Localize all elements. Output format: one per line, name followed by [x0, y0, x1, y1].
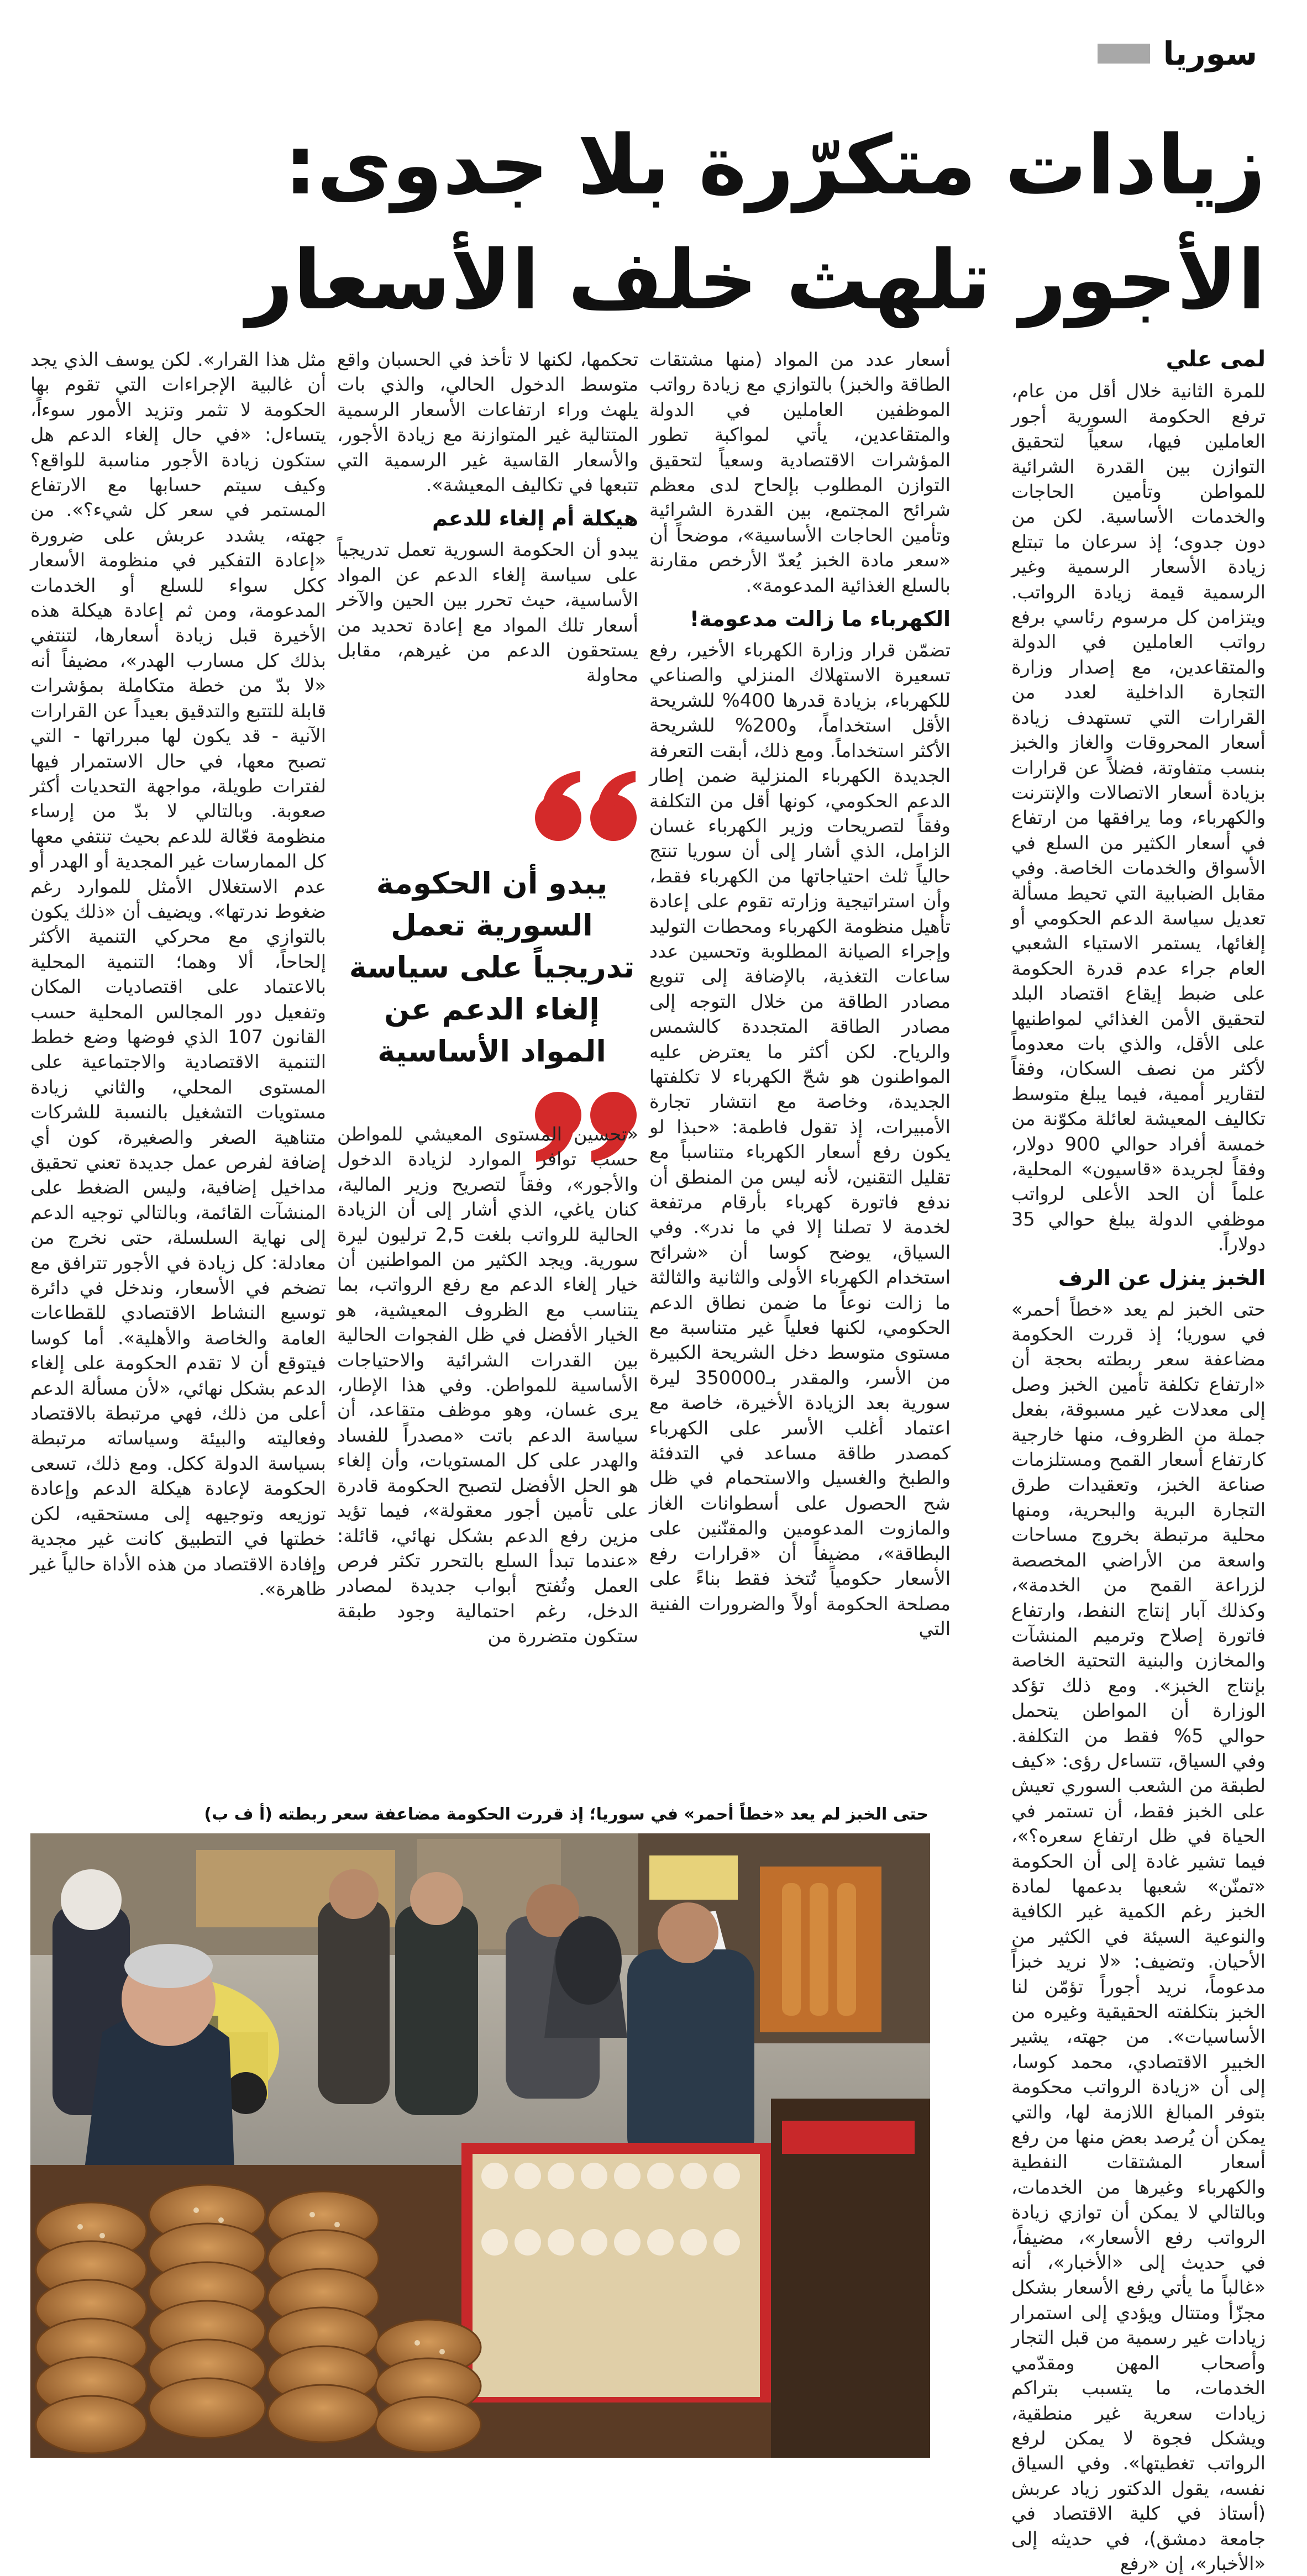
article-column-2	[649, 347, 951, 1784]
section-bar	[1098, 44, 1150, 64]
headline-line-2: الأجور تلهث خلف الأسعار	[246, 233, 1266, 328]
quote-mark-open-icon	[525, 765, 647, 848]
subhead-restructure: هيكلة أم إلغاء للدعم	[432, 506, 638, 531]
photo-caption: حتى الخبز لم يعد «خطاً أحمر» في سوريا؛ إذ قررت الحكومة مضاعفة سعر ربطته (أ ف ب)	[204, 1805, 928, 1824]
headline-line-1: زيادات متكرّرة بلا جدوى:	[284, 118, 1266, 213]
paragraph-bread: حتى الخبز لم يعد «خطاً أحمر» في سوريا؛ إذ قررت الحكومة مضاعفة سعر ربطته بحجة أن «ارتفاع تكلفة تأمين الخبز وصل إلى معدلات غير مسبوقة، بفعل جملة من الظروف، منها خارجية كارتفاع أسعار القمح ومستلزمات صناعة الخبز، وتعقيدات طرق التجارة البرية والبحرية، ومنها محلية مرتبطة بخروج مساحات واسعة من الأراضي المخصصة لزراعة القمح من الخدمة»، وكذلك آبار إنتاج النفط، وارتفاع فاتورة إصلاح وترميم المنشآت والمخازن والبنية التحتية الخاصة بإنتاج الخبز». ومع ذلك تؤكد الوزارة أن المواطن يتحمل حوالي 5% فقط من التكلفة. وفي السياق، تتساءل رؤى: «كيف لطبقة من الشعب السوري تعيش على الخبز فقط، أن تستمر في الحياة في ظل ارتفاع سعره؟»، فيما تشير غادة إلى أن الحكومة «تمنّن» شعبها بدعمها لمادة الخبز رغم الكمية غير الكافية والنوعية السيئة في الكثير من الأحيان. وتضيف: «لا نريد خبزاً مدعوماً، نريد أجوراً تؤمّن لنا الخبز بتكلفته الحقيقية وغيره من الأساسيات». من جهته، يشير الخبير الاقتصادي، محمد كوسا، إلى أن «زيادة الرواتب محكومة بتوفر المبالغ اللازمة لها، والتي يمكن أن يُرصد بعض منها من رفع أسعار المشتقات النفطية والكهرباء وغيرها من الخدمات، وبالتالي لا يمكن أن توازي زيادة الرواتب رفع الأسعار»، مضيفاً، في حديث إلى «الأخبار»، أنه «غالباً ما يأتي رفع الأسعار بشكل مجزّأ ومتتال ويؤدي إلى استمرار زيادات غير رسمية من قبل التجار وأصحاب المهن ومقدّمي الخدمات، ما يتسبب بتراكم زيادات سعرية غير منطقية، ويشكل فجوة لا يمكن لرفع الرواتب تغطيتها». وفي السياق نفسه، يقول الدكتور زياد عربش (أستاذ في كلية الاقتصاد في جامعة دمشق)، في حديثه إلى «الأخبار»، إن «رفع	[1011, 1298, 1266, 2574]
article-column-3-bottom	[337, 1122, 638, 1785]
paragraph-prices: أسعار عدد من المواد (منها مشتقات الطاقة والخبز) بالتوازي مع زيادة رواتب الموظفين العاملين في الدولة والمتقاعدين، يأتي لمواكبة تطور المؤشرات الاقتصادية وسعياً لتحقيق التوازن المطلوب بإلحاح لدى معظم شرائح المجتمع، بين القدرة الشرائية وتأمين الحاجات الأساسية»، موضحاً أن «سعر مادة الخبز يُعدّ الأرخص مقارنة بالسلع الغذائية المدعومة».	[649, 349, 951, 596]
article-column-4	[30, 347, 326, 1784]
paragraph-intro: للمرة الثانية خلال أقل من عام، ترفع الحكومة السورية أجور العاملين فيها، سعياً لتحقيق التوازن بين القدرة الشرائية للمواطن وتأمين الحاجات والخدمات الأساسية. لكن من دون جدوى؛ إذ سرعان ما تبتلع زيادة الأسعار الرسمية وغير الرسمية قيمة زيادة الرواتب. ويتزامن كل مرسوم رئاسي برفع رواتب العاملين في الدولة والمتقاعدين، مع إصدار وزارة التجارة الداخلية لعدد من القرارات التي تستهدف زيادة أسعار المحروقات والغاز والخبز بنسب متفاوتة، فضلاً عن قرارات بزيادة أسعار الاتصالات والإنترنت والكهرباء، وما يرافقها من ارتفاع في أسعار الكثير من السلع في الأسواق والخدمات الخاصة. وفي مقابل الضبابية التي تحيط مسألة تعديل سياسة الدعم الحكومي أو إلغائها، يستمر الاستياء الشعبي العام جراء عدم قدرة الحكومة على ضبط إيقاع اقتصاد البلد لتحقيق الأمن الغذائي لمواطنيها على الأقل، والذي بات معدوماً لأكثر من نصف السكان، وفقاً لتقارير أممية، فيما يبلغ متوسط تكاليف المعيشة لعائلة مكوّنة من خمسة أفراد حوالي 900 دولار، وفقاً لجريدة «قاسيون» المحلية، علماً أن الحد الأعلى لرواتب موظفي الدولة يبلغ حوالي 35 دولاراً.	[1011, 380, 1266, 1255]
paragraph-electricity: تضمّن قرار وزارة الكهرباء الأخير، رفع تسعيرة الاستهلاك المنزلي والصناعي للكهرباء، بزيادة قدرها 400% للشريحة الأقل استخداماً، و200% للشريحة الأكثر استخداماً. ومع ذلك، أبقت التعرفة الجديدة الكهرباء المنزلية ضمن إطار الدعم الحكومي، كونها أقل من التكلفة وفقاً لتصريحات وزير الكهرباء غسان الزامل، الذي أشار إلى أن سوريا تنتج حالياً ثلث احتياجاتها من الكهرباء فقط، وأن استراتيجية وزارته تقوم على إعادة تأهيل منظومة الكهرباء ومحطات التوليد وإجراء الصيانة المطلوبة وتحسين عدد ساعات التغذية، بالإضافة إلى تنويع مصادر الطاقة من خلال التوجه إلى مصادر الطاقة المتجددة كالشمس والرياح. لكن أكثر ما يعترض عليه المواطنون هو شحّ الكهرباء لا تكلفتها الجديدة، وخاصة مع انتشار تجارة الأمبيرات، إذ تقول فاطمة: «حبذا لو يكون رفع أسعار الكهرباء متناسباً مع تقليل التقنين، لأنه ليس من المنطق أن ندفع فاتورة كهرباء بأرقام مرتفعة لخدمة لا تصلنا إلا في ما ندر». وفي السياق، يوضح كوسا أن «شرائح استخدام الكهرباء الأولى والثانية والثالثة ما زالت نوعاً ما ضمن نطاق الدعم الحكومي، لكنها فعلياً غير متناسبة مع مستوى متوسط دخل الشريحة الكبيرة من الأسر، والمقدر بـ350000 ليرة سورية بعد الزيادة الأخيرة، خاصة مع اعتماد أغلب الأسر على الكهرباء كمصدر طاقة مساعد في التدفئة والطبخ والغسيل والاستحمام في ظل شح الحصول على أسطوانات الغاز والمازوت المدعومين والمقنّنين على البطاقة»، مضيفاً أن «قرارات رفع الأسعار حكومياً تُتخذ فقط بناءً على مصلحة الحكومة أولاً والضرورات الفنية التي	[649, 639, 951, 1639]
article-column-3-top	[337, 347, 638, 728]
subhead-electricity: الكهرباء ما زالت مدعومة!	[689, 607, 951, 632]
paragraph-salaries: «تحسين المستوى المعيشي للمواطن حسب توافر الموارد لزيادة الدخول والأجور»، وفقاً لتصريح وزير المالية، كنان ياغي، الذي أشار إلى أن الزيادة الحالية للرواتب بلغت 2,5 ترليون ليرة سورية. ويجد الكثير من المواطنين أن خيار إلغاء الدعم مع رفع الرواتب، بما يتناسب مع الظروف المعيشية، هو الخيار الأفضل في ظل الفجوات الحالية بين القدرات الشرائية والاحتياجات الأساسية للمواطن. وفي هذا الإطار، يرى غسان، وهو موظف متقاعد، أن سياسة الدعم باتت «مصدراً للفساد والهدر على كل المستويات، وأن إلغاء هو الحل الأفضل لتصبح الحكومة قادرة على تأمين أجور معقولة»، فيما تؤيد مزين رفع الدعم بشكل نهائي، قائلة: «عندما تبدأ السلع بالتحرر تكثر فرص العمل وتُفتح أبواب جديدة لمصادر الدخل، رغم احتمالية وجود طبقة ستكون متضررة من	[337, 1123, 638, 1647]
subhead-bread: الخبز ينزل عن الرف	[1058, 1265, 1266, 1290]
section-label	[1098, 29, 1257, 78]
pull-quote-text: يبدو أن الحكومة السورية تعمل تدريجياً على سياسة إلغاء الدعم عن المواد الأساسية	[349, 866, 635, 1069]
pull-quote	[337, 765, 647, 1108]
headline	[160, 108, 1266, 338]
paragraph-conclusion: مثل هذا القرار». لكن يوسف الذي يجد أن غالبية الإجراءات التي تقوم بها الحكومة لا تثمر وتزيد الأمور سوءاً، يتساءل: «في حال إلغاء الدعم هل ستكون زيادة الأجور مناسبة للواقع؟ وكيف سيتم حسابها مع الارتفاع المستمر في سعر كل شيء؟». من جهته، يشدد عربش على ضرورة «إعادة التفكير في منظومة الأسعار ككل سواء للسلع أو الخدمات المدعومة، ومن ثم إعادة هيكلة هذه الأخيرة قبل زيادة أسعارها، لتنتفي بذلك كل مسارب الهدر»، مضيفاً أنه «لا بدّ من خطة متكاملة بمؤشرات قابلة للتتبع والتدقيق بعيداً عن القرارات الآنية - قد يكون لها مبرراتها - التي تصبح معها، في حال الاستمرار فيها لفترات طويلة، مواجهة التحديات أكثر صعوبة. وبالتالي لا بدّ من إرساء منظومة فعّالة للدعم بحيث تنتفي معها كل الممارسات غير المجدية أو الهدر أو عدم الاستغلال الأمثل للموارد رغم ضغوط ندرتها». ويضيف أن «ذلك يكون بالتوازي مع محركي التنمية الأكثر إلحاحاً، ألا وهما؛ التنمية المحلية بالاعتماد على اقتصاديات المكان وتفعيل دور المجالس المحلية حسب القانون 107 الذي فوضها وضع خطط التنمية الاقتصادية والاجتماعية على المستوى المحلي، والثاني زيادة مستويات التشغيل بالنسبة للشركات متناهية الصغر والصغيرة، كون أي إضافة لفرص عمل جديدة تعني تحقيق مداخيل إضافية، وليس الضغط على المنشآت القائمة، وبالتالي توجيه الدعم إلى نهاية السلسلة، حتى نخرج من معادلة: كل زيادة في الأجور تترافق مع تضخم في الأسعار، وندخل في دائرة توسيع النشاط الاقتصادي للقطاعات العامة والخاصة والأهلية». أما كوسا فيتوقع أن لا تقدم الحكومة على إلغاء الدعم بشكل نهائي، «لأن مسألة الدعم أعلى من ذلك، فهي مرتبطة بالاقتصاد وفعاليته والبيئة وسياساته مرتبطة بسياسة الدولة ككل. ومع ذلك، تسعى الحكومة لإعادة هيكلة الدعم وإعادة توزيعه وتوجيهه إلى مستحقيه، لكن خطتها في التطبيق كانت غير مجدية وإفادة الاقتصاد من هذه الأداة حالياً غير ظاهرة».	[30, 349, 326, 1600]
article-column-1	[1011, 346, 1266, 2574]
byline: لمى علي	[1166, 346, 1266, 372]
section-name: سوريا	[1163, 35, 1257, 72]
paragraph-subsidy: يبدو أن الحكومة السورية تعمل تدريجياً على سياسة إلغاء الدعم عن المواد الأساسية، حيث تحرر بين الحين والآخر أسعار تلك المواد مع إعادة تحديد من يستحقون الدعم من غيرهم، مقابل محاولة	[337, 539, 638, 686]
bakery-market-scene	[30, 1833, 930, 2458]
market-photo	[30, 1833, 930, 2458]
paragraph-income: تحكمها، لكنها لا تأخذ في الحسبان واقع متوسط الدخول الحالي، والذي بات يلهث وراء ارتفاعات الأسعار الرسمية المتتالية غير المتوازنة مع زيادة الأجور، والأسعار القاسية غير الرسمية التي تتبعها في تكاليف المعيشة».	[337, 349, 638, 496]
